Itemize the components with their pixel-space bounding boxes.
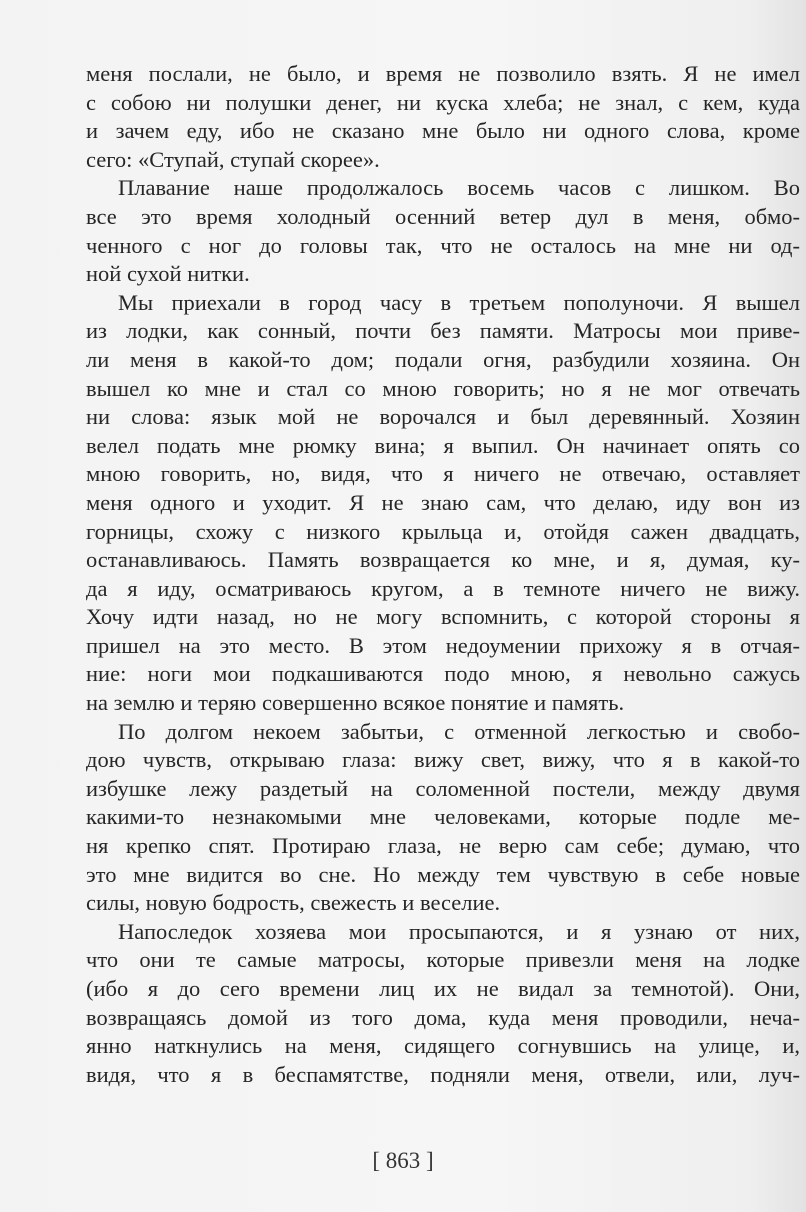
text-line: ни слова: язык мой не ворочался и был деревянный. Хозяин bbox=[86, 404, 800, 430]
text-line: (ибо я до сего времени лиц их не видал за темнотой). Они, bbox=[86, 976, 800, 1001]
text-line: велел подать мне рюмку вина; я выпил. Он начинает опять со bbox=[86, 432, 800, 458]
text-line: мною говорить, но, видя, что я ничего не отвечаю, оставляет bbox=[86, 461, 800, 487]
paragraph bbox=[86, 918, 800, 1090]
text-line: горницы, схожу с низкого крыльца и, отойдя сажен двадцать, bbox=[86, 518, 800, 544]
text-line: меня одного и уходит. Я не знаю сам, что делаю, иду вон из bbox=[86, 489, 800, 515]
text-line: силы, новую бодрость, свежесть и веселие. bbox=[86, 890, 501, 916]
paragraph bbox=[86, 718, 800, 918]
text-line: вышел ко мне и стал со мною говорить; но я не мог отвечать bbox=[86, 375, 800, 401]
body-text bbox=[86, 60, 800, 1089]
text-line: с собою ни полушки денег, ни куска хлеба; не знал, с кем, куда bbox=[86, 89, 800, 115]
text-line: сего: «Ступай, ступай скорее». bbox=[86, 146, 380, 172]
text-line: Плавание наше продолжалось восемь часов с лишком. Во bbox=[118, 175, 800, 201]
text-line: и зачем еду, ибо не сказано мне было ни одного слова, кроме bbox=[86, 118, 800, 144]
text-line: останавливаюсь. Память возвращается ко мне, и я, думая, ку- bbox=[86, 547, 800, 573]
paragraph bbox=[86, 174, 800, 288]
text-line: избушке лежу раздетый на соломенной постели, между двумя bbox=[86, 775, 800, 801]
text-line: на землю и теряю совершенно всякое понятие и память. bbox=[86, 690, 625, 716]
text-line: да я иду, осматриваюсь кругом, а в темноте ничего не вижу. bbox=[86, 575, 800, 601]
text-line: янно наткнулись на меня, сидящего согнувшись на улице, и, bbox=[86, 1033, 800, 1059]
text-line: ние: ноги мои подкашиваются подо мною, я невольно сажусь bbox=[86, 661, 800, 687]
text-line: видя, что я в беспамятстве, подняли меня, отвели, или, луч- bbox=[86, 1061, 800, 1087]
text-line: ня крепко спят. Протираю глаза, не верю сам себе; думаю, что bbox=[86, 833, 800, 859]
text-line: По долгом некоем забытьи, с отменной легкостью и свобо- bbox=[118, 718, 800, 744]
text-line: все это время холодный осенний ветер дул в меня, обмо- bbox=[86, 203, 800, 229]
text-line: ной сухой нитки. bbox=[86, 261, 250, 287]
text-line: Напоследок хозяева мои просыпаются, и я узнаю от них, bbox=[118, 918, 800, 944]
text-line: из лодки, как сонный, почти без памяти. Матросы мои приве- bbox=[86, 318, 800, 344]
text-line: возвращаясь домой из того дома, куда меня проводили, неча- bbox=[86, 1004, 800, 1030]
text-line: ченного с ног до головы так, что не осталось на мне ни од- bbox=[86, 232, 800, 258]
page-number: [ 863 ] bbox=[372, 1148, 434, 1173]
paragraph bbox=[86, 60, 800, 174]
text-line: пришел на это место. В этом недоумении прихожу я в отчая- bbox=[86, 632, 800, 658]
text-line: дою чувств, открываю глаза: вижу свет, вижу, что я в какой-то bbox=[86, 747, 800, 773]
text-line: какими-то незнакомыми мне человеками, которые подле ме- bbox=[86, 804, 800, 830]
paragraph bbox=[86, 289, 800, 718]
text-line: что они те самые матросы, которые привезли меня на лодке bbox=[86, 947, 800, 973]
text-line: Мы приехали в город часу в третьем пополуночи. Я вышел bbox=[118, 289, 800, 315]
text-line: меня послали, не было, и время не позволило взять. Я не имел bbox=[86, 61, 800, 86]
text-line: Хочу идти назад, но не могу вспомнить, с которой стороны я bbox=[86, 604, 800, 630]
text-line: это мне видится во сне. Но между тем чувствую в себе новые bbox=[86, 861, 800, 887]
text-line: ли меня в какой-то дом; подали огня, разбудили хозяина. Он bbox=[86, 346, 800, 372]
